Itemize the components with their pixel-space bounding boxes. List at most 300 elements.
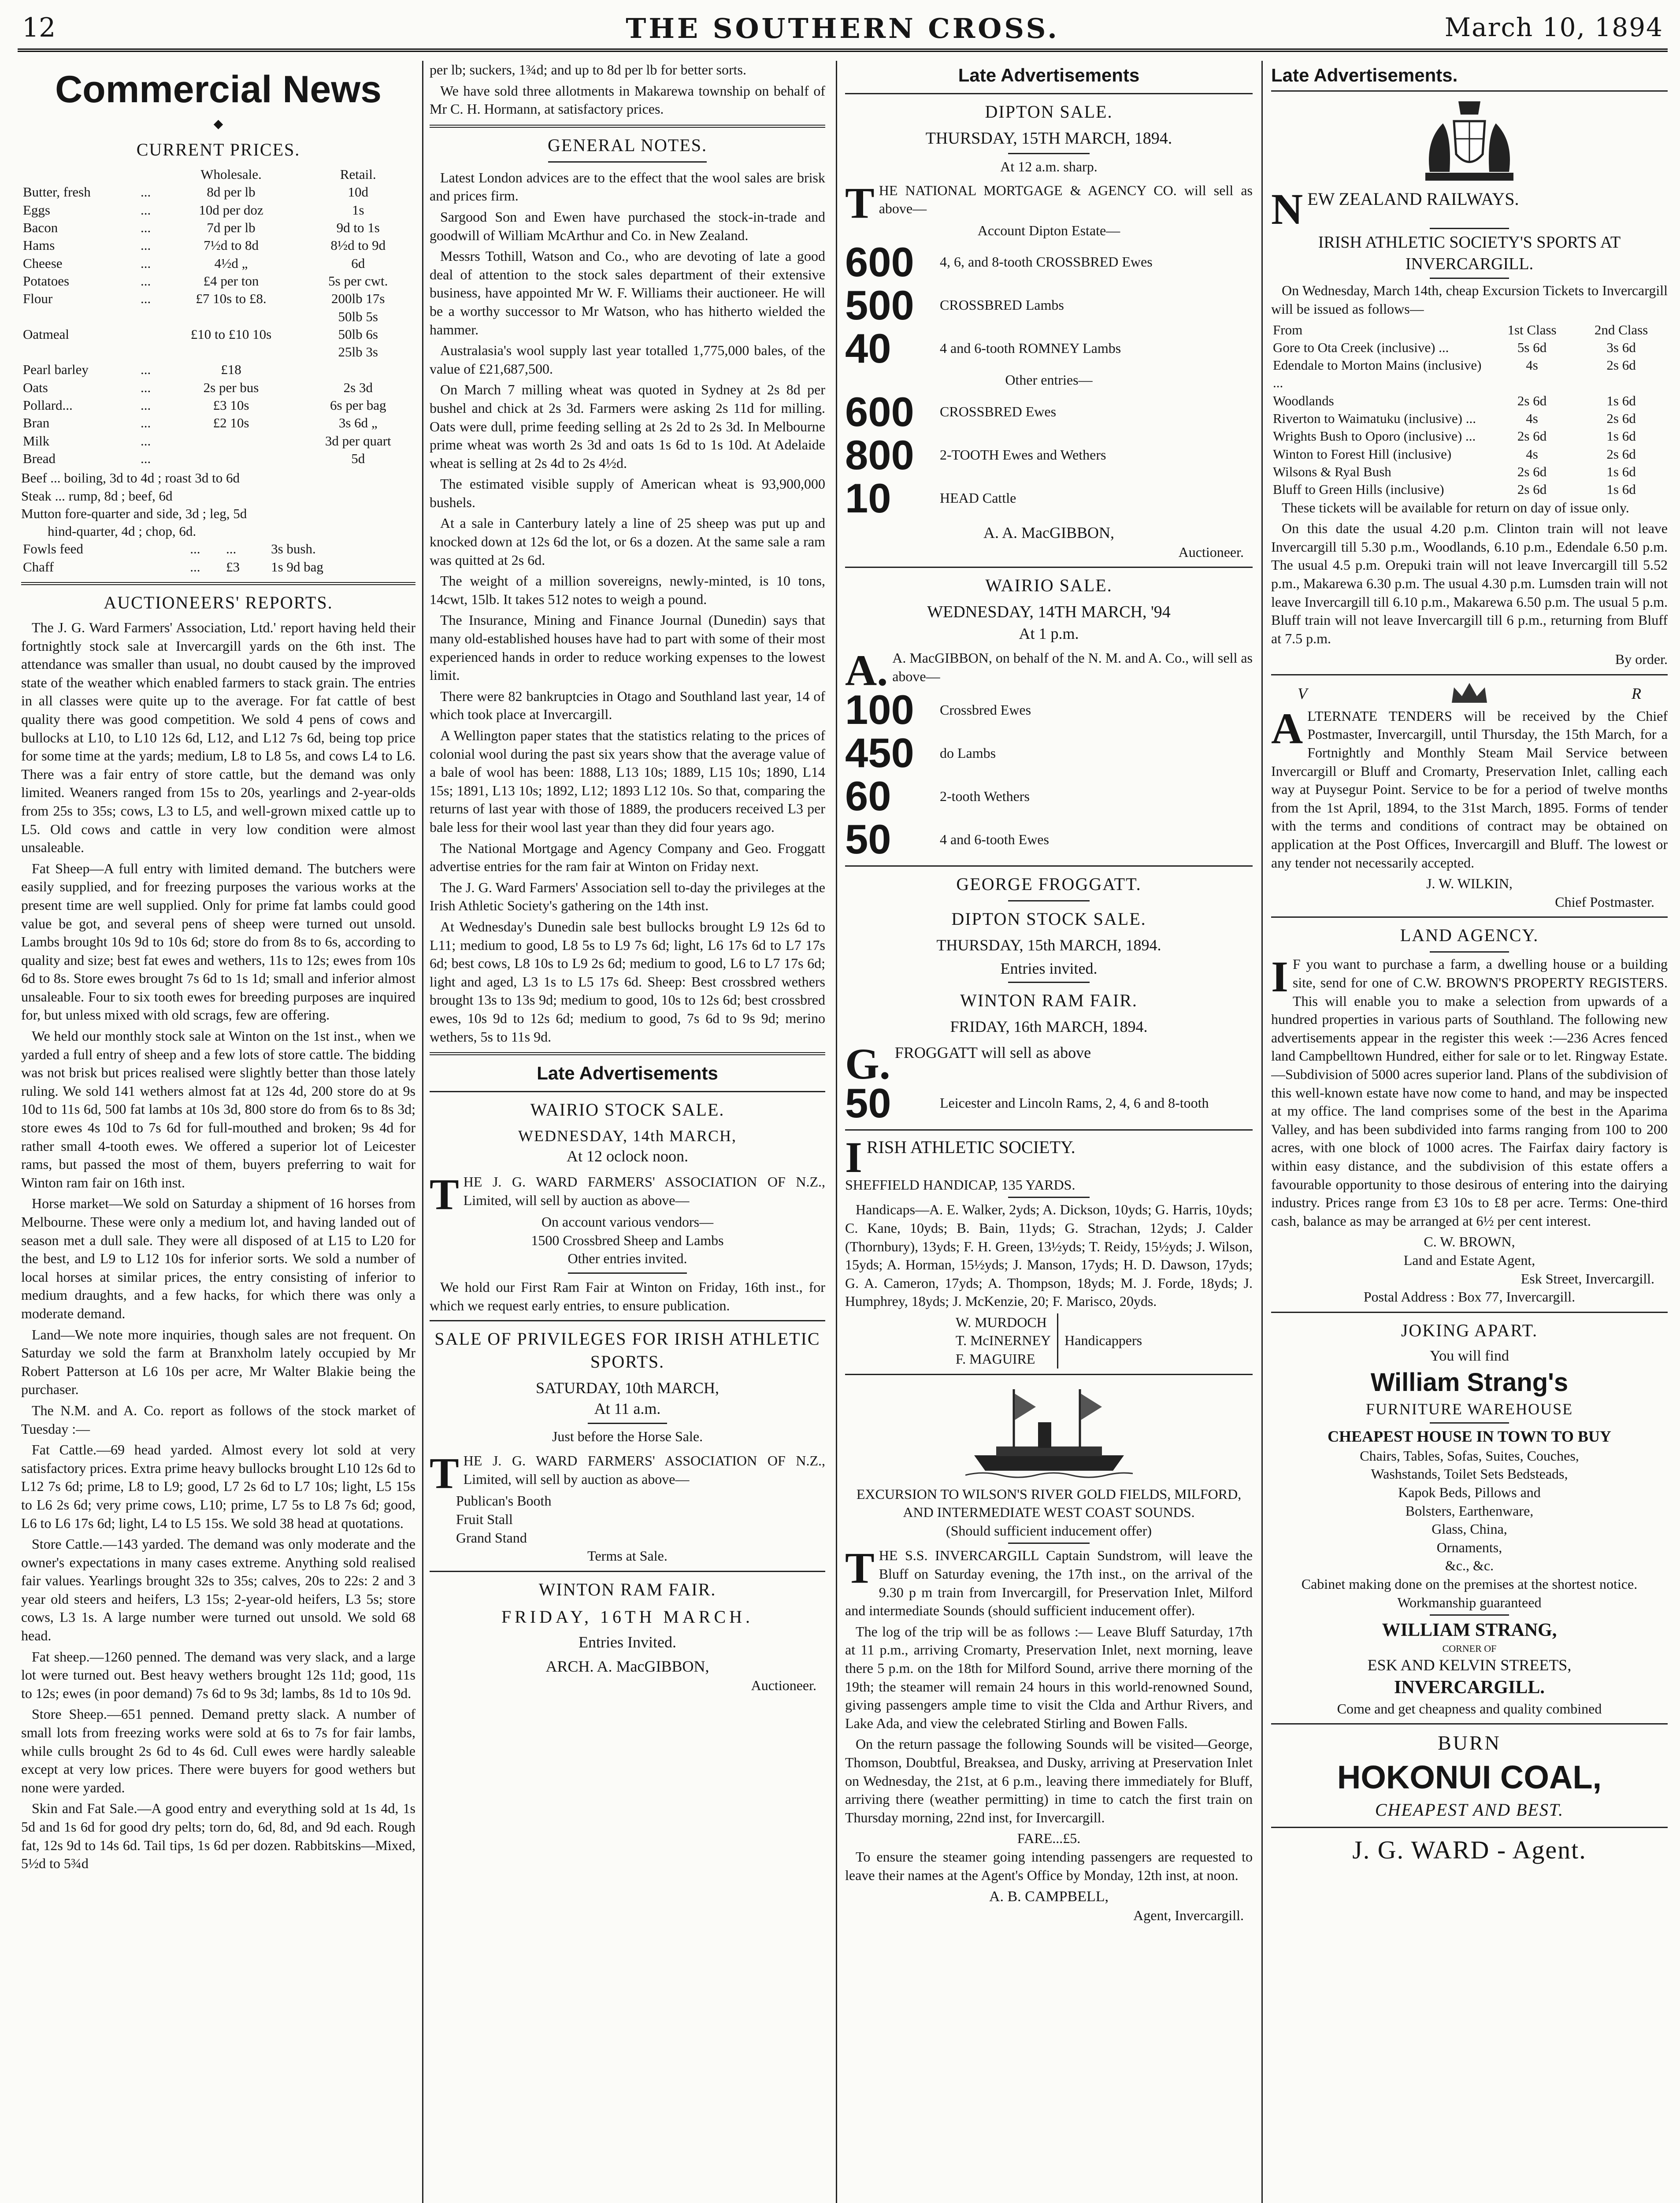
fare-station: Gore to Ota Creek (inclusive) ... <box>1273 339 1449 355</box>
rule <box>1430 1422 1509 1424</box>
general-notes-title: GENERAL NOTES. <box>547 135 708 155</box>
issue-date: March 10, 1894 <box>1444 12 1663 42</box>
price-cell: Bread <box>23 450 56 466</box>
rule <box>845 93 1253 94</box>
wholesale-head: Wholesale. <box>200 167 262 182</box>
ad-date: THURSDAY, 15TH MARCH, 1894. <box>925 129 1172 148</box>
fare-second: 1s 6d <box>1606 428 1636 444</box>
ad-line: CHEAPEST HOUSE IN TOWN TO BUY <box>1328 1428 1611 1446</box>
price-cell: ... <box>140 397 151 413</box>
rule <box>1271 674 1668 675</box>
dots: ... <box>226 541 237 557</box>
price-cell: £18 <box>221 362 241 378</box>
section-rule <box>430 125 825 128</box>
price-row <box>21 272 415 290</box>
land-agency-ad <box>1271 924 1668 1306</box>
ad-name: ARCH. A. MacGIBBON, <box>545 1657 709 1675</box>
fare-row <box>1271 392 1668 410</box>
rule <box>1430 1614 1509 1616</box>
ad-title: WINTON RAM FAIR. <box>960 990 1138 1010</box>
paragraph: At Wednesday's Dunedin sale best bullocks brought L9 12s 6d to L11; medium to good, L8 5s to L9 7s 6d; light, L6 17s 6d to L7 17s 6d; best cows, L8 10s to L9 2s 6d; medium to good, L6 to L7 17s 6d; light and aged, L3 1s to L5 17s 6d. Sheep: Best crossbred wethers brought 13s to 13s 9d; medium to good, 10s to 12s 6d; best crossbred ewes, 10s 9d to 12s 6d; medium to good, 7s 6d to 9s 9d; merino wethers, 5s to 11s 9d. <box>430 918 825 1045</box>
ad-terms: Terms at Sale. <box>587 1548 668 1564</box>
meat-prices <box>21 469 415 540</box>
price-cell: 8½d to 9d <box>330 237 386 253</box>
ad-subtitle: (Should sufficient inducement offer) <box>946 1522 1152 1539</box>
ad-line: FURNITURE WAREHOUSE <box>1365 1400 1573 1418</box>
figure-number: 500 <box>845 282 914 329</box>
ad-body: On Wednesday, March 14th, cheap Excursion Tickets to Invercargill will be issued as follows— <box>1271 282 1668 317</box>
retail-head: Retail. <box>340 167 376 182</box>
handicapper-name: T. McINERNEY <box>955 1332 1051 1349</box>
fare-second: 1s 6d <box>1606 482 1636 497</box>
crown-icon <box>1450 681 1489 707</box>
paragraph: Fat Sheep—A full entry with limited demand. The butchers were easily supplied, and for freezing purposes the various works at the present time are well supplied. Only for prime fat lambs could good value be got, and several pens of sheep were turned out unsold. Lambs brought 10s 9d to 10s 6d; store do from 8s to 6s, according to quality and size; best fat ewes and wethers, 11s to 12s; ewes from 10s 6d to 8s. Store ewes brought 7s 6d to 1s 1d; small and inferior almost unsaleable. Four to six tooth ewes for breeding purposes are inquired for, but unless mixed with old scrags, few are offering. <box>21 860 415 1023</box>
steamship-illustration <box>965 1380 1133 1482</box>
price-cell: 1s <box>352 202 364 218</box>
ad-date: THURSDAY, 15th MARCH, 1894. <box>936 936 1161 954</box>
fares-head: 1st Class <box>1507 322 1557 337</box>
stock-figure <box>845 388 1253 435</box>
price-cell: £7 10s to £8. <box>196 291 267 307</box>
price-cell: 10d <box>348 184 368 200</box>
figure-number: 800 <box>845 431 914 478</box>
drop-cap: T <box>430 1170 459 1219</box>
paragraph: We held our monthly stock sale at Winton on the 1st inst., when we yarded a full entry of sheep and a few lots of store cattle. The bidding was not brisk but prices realised were slightly better than those lately ruling. We sold 141 wethers almost fat at 12s 4d, 200 store do at 9s 10d to 11s 6d, 500 fat lambs at 10s 3d, 800 store do from 6s to 8s 3d; store ewes 4s 10d to 7s 6d for full-mouthed and broken; 9s 4d for rather small 4-tooth ewes. We offered a superior lot of Leicester rams, but passed the most of them, buyers preferring to wait for Winton ram fair on 16th inst. <box>21 1028 415 1191</box>
paragraph: Horse market—We sold on Saturday a shipment of 16 horses from Melbourne. These were only a medium lot, and having landed out of season met a dull sale. They were all disposed of at L15 to L20 for the best, and L9 to L12 10s for inferior sorts. We sold a number of local horses at similar prices, the entry consisting of inferior to medium draughts, and a few hacks, for which there was only a moderate demand. <box>21 1195 415 1321</box>
rule <box>1008 153 1090 154</box>
price-cell: Pollard... <box>23 397 73 413</box>
ad-note: We hold our First Ram Fair at Winton on Friday, 16th inst., for which we request early entries, to ensure publication. <box>430 1279 825 1313</box>
price-row <box>21 326 415 343</box>
paragraph: The J. G. Ward Farmers' Association sell to-day the privileges at the Irish Athletic Society's gathering on the 14th inst. <box>430 879 825 914</box>
price-row <box>21 290 415 308</box>
ad-body: F you want to purchase a farm, a dwelling house or a building site, send for one of C.W. BROWN'S PROPERTY REGISTERS. This will enable you to make a selection from upwards of a hundred properties in various parts of Southland. The following new advertisements appear in the register this week :—236 Acres fenced land Campbelltown Hundred, either for sale or to let. Ringway Estate.—Subdivision of 5000 acres superior land. Plans of the subdivision of this well-known estate have now come to hand, and may be inspected at my office. The land comprises some of the best in the Aparima Valley, and has been subdivided into farms ranging from 100 to 200 acres, with one block of 1000 acres. The Fairfax dairy factory is within easy distance, and the subdivision of this estate offers a favourable opportunity to those desirous of entering into the dairying industry. Prices range from £3 10s to £8 per acre. Terms: One-third cash, balance as may be arranged at 6½ per cent interest. <box>1271 956 1668 1229</box>
meat-line: hind-quarter, 4d ; chop, 6d. <box>48 523 197 539</box>
price-cell: Flour <box>23 291 53 307</box>
ad-title: HOKONUI COAL, <box>1337 1759 1602 1796</box>
chaff-label: Chaff <box>23 559 54 575</box>
paragraph: Latest London advices are to the effect that the wool sales are brisk and prices firm. <box>430 169 825 204</box>
fare-row <box>1271 339 1668 356</box>
paragraph: The estimated visible supply of American wheat is 93,900,000 bushels. <box>430 476 825 510</box>
paragraph: Store Cattle.—143 yarded. The demand was only moderate and the owner's expectations in many cases extreme. Anything sold realised fair values. Yearlings brought 32s to 35s; calves, 20s to 22s: 2 and 3 year old steers and heifers, L3 15s; 2-year-old heifers, L3 5s; store cows, L3 1s. A large number were turned out unsold. We sold 68 head. <box>21 1536 415 1644</box>
royal-coat-of-arms-icon <box>1412 97 1527 185</box>
price-cell: Bran <box>23 415 50 431</box>
ad-time: At 11 a.m. <box>594 1400 661 1418</box>
column-late-ads-2 <box>1271 61 1668 2203</box>
fares-head: From <box>1273 322 1303 337</box>
header-rule <box>18 48 1668 52</box>
price-cell <box>139 308 162 326</box>
rule <box>430 1091 825 1092</box>
price-cell: Hams <box>23 237 55 253</box>
product-line: Bolsters, Earthenware, <box>1405 1502 1534 1519</box>
fare-second: 2s 6d <box>1606 411 1636 427</box>
paragraph: A Wellington paper states that the statistics relating to the prices of colonial wool during the past six years show that the average value of a bale of wool has been: 1888, L13 10s; 1889, L15 10s; 1890, L14 15s; 1891, L13 10s; 1892, L12; 1893 L12 10s. So that, comparing the returns of last year with those of 1889, the producers received L3 per bale less for their wool last year than they did four years ago. <box>430 727 825 835</box>
price-cell <box>162 432 301 450</box>
newspaper-title: THE SOUTHERN CROSS. <box>626 12 1060 45</box>
fare-station: Bluff to Green Hills (inclusive) <box>1273 482 1444 497</box>
handicapper-name: W. MURDOCH <box>955 1314 1047 1330</box>
ad-body: To ensure the steamer going intending passengers are requested to leave their names at the Agent's Office by Monday, 12th inst, at noon. <box>845 1848 1253 1883</box>
paragraph: The weight of a million sovereigns, newly-minted, is 10 tons, 14cwt, 15lb. It takes 512 notes to weigh a pound. <box>430 573 825 607</box>
drop-cap: G. <box>845 1039 890 1088</box>
late-ads-heading: Late Advertisements. <box>1271 65 1458 85</box>
figure-desc: 2-TOOTH Ewes and Wethers <box>940 446 1106 463</box>
ad-title: DIPTON SALE. <box>985 101 1113 122</box>
ad-line: Esk Street, Invercargill. <box>1521 1270 1654 1287</box>
ad-role: Auctioneer. <box>751 1677 816 1694</box>
ad-time: At 12 oclock noon. <box>567 1147 688 1165</box>
price-cell: Cheese <box>23 255 63 271</box>
price-cell: Oats <box>23 379 48 395</box>
price-cell: ... <box>140 255 151 271</box>
price-cell: £10 to £10 10s <box>190 326 272 342</box>
current-prices-title: CURRENT PRICES. <box>136 140 300 160</box>
rule <box>845 865 1253 867</box>
rule <box>1271 90 1668 92</box>
figure-desc: 2-tooth Wethers <box>940 788 1030 804</box>
product-line: Washstands, Toilet Sets Bedsteads, <box>1371 1466 1568 1482</box>
rule <box>1271 1723 1668 1725</box>
rule <box>430 1571 825 1572</box>
price-cell: ... <box>140 273 151 289</box>
price-cell: 2s per bus <box>203 379 259 395</box>
product-line: &c., &c. <box>1445 1558 1494 1574</box>
late-ads-heading: Late Advertisements <box>537 1063 718 1084</box>
stock-figure <box>845 475 1253 521</box>
ad-title: SALE OF PRIVILEGES FOR IRISH ATHLETIC SPORTS. <box>434 1329 820 1372</box>
fare-first: 4s <box>1526 411 1538 427</box>
paragraph: Fat sheep.—1260 penned. The demand was very slack, and a large lot were turned out. Best heavy wethers brought 12s 11d; good, 11s to 12s; ewes (in poor demand) 7s 6d to 9s 3d; lambs, 8s 1d to 10s 9d. <box>21 1648 415 1701</box>
ad-name: J. G. WARD - Agent. <box>1352 1836 1587 1865</box>
figure-desc: Crossbred Ewes <box>940 701 1031 718</box>
ad-title: EW ZEALAND RAILWAYS. <box>1307 189 1519 209</box>
ad-name: GEORGE FROGGATT. <box>956 874 1142 894</box>
price-cell: Milk <box>23 433 50 449</box>
ad-title: LAND AGENCY. <box>1400 925 1539 946</box>
paragraph: The N.M. and A. Co. report as follows of the stock market of Tuesday :— <box>21 1402 415 1437</box>
stock-figure <box>845 816 1253 863</box>
price-row <box>21 255 415 272</box>
column-rule <box>422 61 423 2203</box>
price-row <box>21 361 415 378</box>
price-cell: Oatmeal <box>23 326 70 342</box>
figure-desc: CROSSBRED Lambs <box>940 297 1064 313</box>
ad-time: At 12 a.m. sharp. <box>1000 158 1098 174</box>
paragraph: The Insurance, Mining and Finance Journal (Dunedin) says that many old-established houses have had to part with some of their most experienced hands in order to reduce working expenses to the lowest limit. <box>430 612 825 683</box>
price-cell: 10d per doz <box>199 202 263 218</box>
stock-figures <box>845 388 1253 521</box>
fare: FARE...£5. <box>1017 1830 1081 1847</box>
price-row <box>21 343 415 361</box>
price-cell: ... <box>140 415 151 431</box>
price-cell: ... <box>140 220 151 236</box>
drop-cap: T <box>845 1543 875 1593</box>
fare-first: 5s 6d <box>1517 339 1547 355</box>
price-cell <box>301 361 415 378</box>
fares-table <box>1271 321 1668 499</box>
rule <box>1008 982 1090 983</box>
ad-subtitle: IRISH ATHLETIC SOCIETY'S SPORTS AT INVERCARGILL. <box>1318 233 1621 273</box>
fare-station: Winton to Forest Hill (inclusive) <box>1273 446 1452 462</box>
figure-number: 50 <box>845 816 891 863</box>
rule <box>1430 278 1509 279</box>
ad-line: 1500 Crossbred Sheep and Lambs <box>531 1232 724 1248</box>
paragraph: Sargood Son and Ewen have purchased the stock-in-trade and goodwill of William McArthur and Co. in New Zealand. <box>430 208 825 243</box>
ad-body: HE S.S. INVERCARGILL Captain Sundstrom, will leave the Bluff on Saturday evening, the 17th inst., on the arrival of the 9.30 p m train from Invercargill, for Preservation Inlet, Milford and intermediate Sounds (should sufficient inducement offer). <box>845 1547 1253 1619</box>
ad-line: Other entries— <box>1005 372 1093 388</box>
price-cell: ... <box>140 433 151 449</box>
fowls-label: Fowls feed <box>23 541 83 557</box>
auctioneers-title: AUCTIONEERS' REPORTS. <box>104 593 333 613</box>
figure-desc: 4 and 6-tooth ROMNEY Lambs <box>940 340 1121 356</box>
winton-ram-fair-ad <box>430 1578 825 1695</box>
price-cell <box>162 343 301 361</box>
fare-second: 1s 6d <box>1606 464 1636 479</box>
fare-row <box>1271 463 1668 481</box>
ornament: ◆ <box>213 117 223 131</box>
stock-figure <box>845 686 1253 733</box>
rule <box>1430 951 1509 953</box>
fowls-chaff <box>21 540 415 576</box>
price-cell <box>139 326 162 343</box>
stock-figure <box>845 431 1253 478</box>
drop-cap: I <box>1271 952 1288 1001</box>
ad-date: FRIDAY, 16TH MARCH. <box>501 1606 754 1627</box>
ad-line: CORNER OF <box>1442 1643 1497 1654</box>
paragraph: The National Mortgage and Agency Company and Geo. Froggatt advertise entries for the ram fair at Winton on Friday next. <box>430 840 825 875</box>
price-cell: Potatoes <box>23 273 70 289</box>
fare-row <box>1271 445 1668 463</box>
figure-desc: 4, 6, and 8-tooth CROSSBRED Ewes <box>940 254 1153 270</box>
figure-number: 600 <box>845 239 914 286</box>
figure-number: 450 <box>845 730 914 776</box>
figure-number: 50 <box>845 1079 891 1126</box>
fare-second: 3s 6d <box>1606 339 1636 355</box>
price-cell <box>21 308 139 326</box>
ad-body: Handicaps—A. E. Walker, 2yds; A. Dickson, 10yds; G. Harris, 10yds; C. Kane, 10yds; B. Bain, 11yds; G. Strachan, 12yds; J. Calder (Thornbury), 13yds; F. H. Green, 13½yds; T. Reidy, 15½yds; J. Wilson, 15yds; A. Horman, 15½yds; J. Manson, 17yds; H. D. Dawson, 17yds; G. A. Cameron, 17yds; A. Thompson, 18yds; M. J. Forde, 18yds; J. Humphrey, 18yds; J. McKenzie, 20; F. Marisco, 20yds. <box>845 1202 1253 1309</box>
ad-title: EXCURSION TO WILSON'S RIVER GOLD FIELDS, MILFORD, AND INTERMEDIATE WEST COAST SOUNDS. <box>856 1486 1242 1521</box>
price-row <box>21 379 415 397</box>
column-rule <box>836 61 837 2203</box>
section-rule <box>21 582 415 585</box>
price-row <box>21 397 415 414</box>
paragraph: Fat Cattle.—69 head yarded. Almost every lot sold at very satisfactory prices. Extra prime heavy bullocks brought L10 12s 6d to L12 7s 6d; prime, L8 to L9; good, L7 2s 6d to L7 10s; light, L5 15s to L6 2s 6d; very prime cows, L10; prime, L7 5s to L8 7s 6d; good, L6 to L6 17s 6d; light, L4 to L5 15s. We sold 38 head at quotations. <box>21 1442 415 1531</box>
ad-body: On this date the usual 4.20 p.m. Clinton train will not leave Invercargill till 5.30 p.m., Woodlands, 6.10 p.m., Edendale 6.50 p.m. The usual 4.5 p.m. Orepuki train will not leave Invercargill till 5.52 p.m., Makarewa 6.30 p.m. The usual 4.30 p.m. Lumsden train will not leave Invercargill till 6.10 p.m., Makarewa 6.50 p.m. The usual 5 p.m. Bluff train will not leave Invercargill till 6 p.m., returning from Bluff at 7.5 p.m. <box>1271 520 1668 646</box>
froggatt-ad <box>845 873 1253 1124</box>
price-cell: 200lb 17s <box>331 291 385 307</box>
wairio-stock-sale-ad <box>430 1098 825 1315</box>
figure-number: 100 <box>845 686 914 733</box>
price-cell: ... <box>140 291 151 307</box>
meat-line: Beef ... boiling, 3d to 4d ; roast 3d to 6d <box>21 470 240 486</box>
price-row <box>21 183 415 201</box>
price-cell: 7½d to 8d <box>204 237 259 253</box>
paragraph: Land—We note more inquiries, though sales are not frequent. On Saturday we sold the farm at Branxholm lately occupied by Mr Robert Patterson at L6 10s per acre, Mr Walter Blakie being the purchaser. <box>21 1326 415 1398</box>
ad-date: WEDNESDAY, 14th MARCH, <box>518 1127 737 1145</box>
ad-line: Postal Address : Box 77, Invercargill. <box>1363 1289 1576 1305</box>
rule <box>845 1129 1253 1131</box>
ad-line: You will find <box>1430 1347 1509 1364</box>
commercial-news-heading: Commercial News <box>55 68 382 111</box>
fare-second: 2s 6d <box>1606 446 1636 462</box>
stock-figure <box>845 239 1253 286</box>
ad-name: William Strang's <box>1370 1368 1569 1397</box>
price-cell: ... <box>140 237 151 253</box>
ad-name: WILLIAM STRANG, <box>1382 1620 1557 1641</box>
prices-table <box>21 166 415 467</box>
wairio-sale-ad <box>845 574 1253 863</box>
ad-body: LTERNATE TENDERS will be received by the Chief Postmaster, Invercargill, until Thursday, the 15th March, for a Fortnightly and Monthly Steam Mail Service between Invercargill or Bluff and Cromarty, Preservation Inlet, calling each way at Puysegur Point. Service to be for a period of twelve months from the 1st April, 1894, to the 31st March, 1895. Forms of tender with the terms and conditions of contract may be obtained on application at the Post Offices, Invercargill and Bluff. The lowest or any tender not necessarily accepted. <box>1271 708 1668 871</box>
ad-body: Cabinet making done on the premises at the shortest notice. Workmanship guaranteed <box>1301 1576 1638 1610</box>
drop-cap: A <box>1271 704 1303 753</box>
chaff-wholesale: £3 <box>226 559 240 575</box>
column-commercial <box>21 61 415 2203</box>
price-cell: Eggs <box>23 202 50 218</box>
product-line: Chairs, Tables, Sofas, Suites, Couches, <box>1360 1447 1579 1464</box>
drop-cap: T <box>430 1449 459 1498</box>
auctioneers-reports <box>21 619 415 1873</box>
price-cell: 3d per quart <box>325 433 391 449</box>
ad-line: Account Dipton Estate— <box>977 222 1120 238</box>
ad-line: Other entries invited. <box>567 1250 687 1267</box>
stock-figures <box>845 686 1253 863</box>
ad-title: WAIRIO SALE. <box>985 575 1113 596</box>
price-row <box>21 308 415 326</box>
price-cell: 50lb 6s <box>338 326 378 342</box>
price-cell: ... <box>140 450 151 466</box>
ad-date: FRIDAY, 16th MARCH, 1894. <box>950 1017 1148 1035</box>
rule <box>1008 1197 1090 1198</box>
general-notes <box>430 169 825 1046</box>
privilege-item: Publican's Booth <box>456 1493 552 1509</box>
figure-desc: 4 and 6-tooth Ewes <box>940 831 1049 847</box>
fare-first: 4s <box>1526 446 1538 462</box>
fare-second: 2s 6d <box>1606 357 1636 373</box>
fare-row <box>1271 427 1668 445</box>
paragraph: There were 82 bankruptcies in Otago and Southland last year, 14 of which took place at Invercargill. <box>430 688 825 723</box>
paragraph: Skin and Fat Sale.—A good entry and everything sold at 1s 4d, 1s 5d and 1s 6d for good dry pelts; torn do, 6d, 8d, and 9d each. Rough fat, 12s 9d to 14s 6d. Tail tips, 1s 6d per dozen. Rabbitskins—Mixed, 5½d to 5¾d <box>21 1800 415 1872</box>
ad-entries: Entries Invited. <box>579 1633 676 1651</box>
ad-date: SATURDAY, 10th MARCH, <box>535 1379 719 1397</box>
price-cell: ... <box>140 202 151 218</box>
fare-first: 2s 6d <box>1517 428 1547 444</box>
railways-ad <box>1271 184 1668 669</box>
ad-body: The log of the trip will be as follows :— Leave Bluff Saturday, 17th at 11 p.m., arriving Cromarty, Preservation Inlet, next morning, leave there 5 p.m. on the 18th for Milford Sound, arrive there morning of the 19th; the steamer will remain 24 hours in this world-renowned Sound, giving passengers ample time to visit the Clda and Arthur Rivers, and Lake Ada, and view the celebrated Stirling and Bowen Falls. <box>845 1623 1253 1731</box>
ad-name: A. B. CAMPBELL, <box>989 1888 1109 1905</box>
handicapper-name: F. MAGUIRE <box>955 1351 1035 1367</box>
figure-number: 10 <box>845 475 891 521</box>
paragraph: On March 7 milling wheat was quoted in Sydney at 2s 8d per bushel and chick at 2s 3d. Farmers were asking 2s 11d for milling. Oats were dull, prime feeding selling at 2s 2d to 2s 3d. In Melbourne prime wheat was worth 2s 3d and oats 1s 6d to 1s 10d. At Adelaide wheat is selling at 2s 4d to 2s 4½d. <box>430 382 825 471</box>
stock-figure <box>845 732 1253 774</box>
price-cell: ... <box>140 362 151 378</box>
fares-head: 2nd Class <box>1594 322 1648 337</box>
fare-station: Wrights Bush to Oporo (inclusive) ... <box>1273 428 1476 444</box>
ad-entries: Entries invited. <box>1000 960 1098 978</box>
handicappers-label: Handicappers <box>1064 1332 1142 1349</box>
price-row <box>21 201 415 219</box>
ad-body: HE J. G. WARD FARMERS' ASSOCIATION OF N.Z., Limited, will sell by auction as above— <box>463 1453 825 1487</box>
fare-station: Woodlands <box>1273 393 1334 408</box>
ad-name: J. W. WILKIN, <box>1426 875 1513 892</box>
price-cell: 6s per bag <box>330 397 386 413</box>
rule <box>1271 1312 1668 1313</box>
paragraph: We have sold three allotments in Makarewa township on behalf of Mr C. H. Hormann, at satisfactory prices. <box>430 82 825 117</box>
ad-line: INVERCARGILL. <box>1394 1677 1545 1698</box>
ad-body: These tickets will be available for return on day of issue only. <box>1282 499 1629 516</box>
rule <box>1271 1827 1668 1828</box>
stock-figure <box>845 1079 1253 1126</box>
ad-time: At 1 p.m. <box>1019 624 1079 642</box>
ad-title: RISH ATHLETIC SOCIETY. <box>866 1137 1075 1157</box>
column-general <box>430 61 825 2203</box>
price-cell: £4 per ton <box>203 273 259 289</box>
stock-figure <box>845 325 1253 372</box>
privilege-item: Fruit Stall <box>456 1511 513 1528</box>
figure-number: 600 <box>845 388 914 435</box>
price-cell: 4½d „ <box>214 255 248 271</box>
price-cell <box>139 343 162 361</box>
drop-cap: T <box>845 178 875 227</box>
product-line: Glass, China, <box>1432 1521 1507 1537</box>
ad-note: Just before the Horse Sale. <box>552 1428 703 1444</box>
price-cell <box>162 308 301 326</box>
ad-name: A. A. MacGIBBON, <box>983 523 1114 541</box>
price-row <box>21 237 415 254</box>
monogram-letter: V <box>1298 685 1307 703</box>
figure-desc: CROSSBRED Ewes <box>940 403 1057 419</box>
drop-cap: A. <box>845 646 888 695</box>
price-cell: ... <box>140 379 151 395</box>
ad-line: CHEAPEST AND BEST. <box>1375 1800 1564 1820</box>
price-cell: 25lb 3s <box>338 344 378 360</box>
price-row <box>21 219 415 237</box>
hokonui-coal-ad <box>1271 1730 1668 1866</box>
price-cell: Pearl barley <box>23 362 89 378</box>
price-cell: Bacon <box>23 220 58 236</box>
product-list <box>1271 1447 1668 1575</box>
price-cell: 6d <box>351 255 365 271</box>
dipton-sale-ad <box>845 100 1253 562</box>
ad-title: WINTON RAM FAIR. <box>538 1579 716 1599</box>
price-row <box>21 432 415 450</box>
product-line: Kapok Beds, Pillows and <box>1398 1484 1541 1501</box>
figure-desc: do Lambs <box>940 745 996 761</box>
ad-title: WAIRIO STOCK SALE. <box>530 1099 725 1120</box>
meat-line: Steak ... rump, 8d ; beef, 6d <box>21 488 173 504</box>
paragraph: Australasia's wool supply last year totalled 1,775,000 bales, of the value of £21,687,500. <box>430 342 825 377</box>
ad-name: C. W. BROWN, <box>1424 1234 1515 1250</box>
dots: ... <box>190 559 200 575</box>
fare-station: Wilsons & Ryal Bush <box>1273 464 1391 479</box>
rule <box>1008 900 1090 901</box>
by-order: By order. <box>1615 651 1668 668</box>
price-cell: 5s per cwt. <box>328 273 388 289</box>
ad-title: JOKING APART. <box>1401 1320 1538 1340</box>
privilege-item: Grand Stand <box>456 1529 527 1546</box>
ad-role: Agent, Invercargill. <box>1133 1907 1244 1924</box>
fare-first: 2s 6d <box>1517 482 1547 497</box>
ad-line: Land and Estate Agent, <box>1403 1252 1535 1268</box>
ad-body: FROGGATT will sell as above <box>894 1043 1091 1061</box>
fare-row <box>1271 410 1668 427</box>
figure-number: 40 <box>845 325 891 372</box>
drop-cap: I <box>845 1132 862 1182</box>
paragraph: Messrs Tothill, Watson and Co., who are devoting of late a good deal of attention to the stock sales department of their extensive business, have appointed Mr W. F. Williams their auctioneer. He will be a worthy successor to Mr Watson, who has hitherto wielded the hammer. <box>430 248 825 337</box>
ad-line: Come and get cheapness and quality combined <box>1337 1700 1602 1717</box>
ad-line: On account various vendors— <box>541 1214 714 1230</box>
